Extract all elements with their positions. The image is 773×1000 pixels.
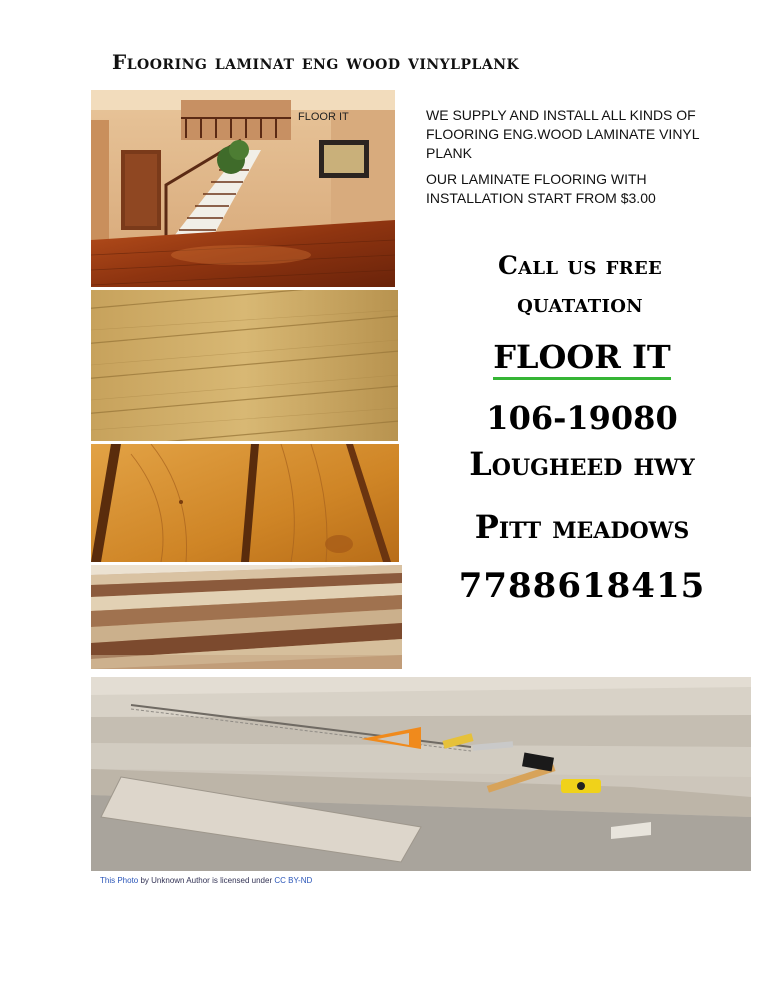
photo-caption: FLOOR IT (298, 111, 349, 123)
address-unit: 106-19080 (486, 399, 678, 437)
pine-planks-closeup-photo (91, 444, 399, 562)
page-title: Flooring laminat eng wood vinylplank (112, 50, 520, 74)
license-link[interactable]: CC BY-ND (274, 876, 313, 885)
photo-attribution (100, 876, 312, 885)
attribution-text: by Unknown Author is licensed under (138, 876, 275, 885)
mixed-wood-planks-photo (91, 565, 402, 669)
address-city: Pitt meadows (474, 508, 690, 546)
intro-text (426, 106, 746, 215)
attribution-photo-link[interactable]: This Photo (100, 876, 139, 885)
brand-name (448, 337, 716, 377)
light-laminate-photo (91, 290, 398, 441)
installation-tools-photo (91, 677, 751, 871)
brand-name-text: FLOOR IT (493, 338, 670, 380)
call-to-action: Call us free quatation (497, 251, 663, 318)
supply-install-text: WE SUPPLY AND INSTALL ALL KINDS OF FLOORING ENG.WOOD LAMINATE VINYL PLANK (426, 107, 700, 161)
price-text: OUR LAMINATE FLOORING WITH INSTALLATION START FROM $3.00 (426, 171, 656, 206)
phone-number: 7788618415 (458, 566, 706, 606)
staircase-room-photo (91, 90, 395, 287)
address-street: Lougheed hwy (469, 445, 695, 483)
